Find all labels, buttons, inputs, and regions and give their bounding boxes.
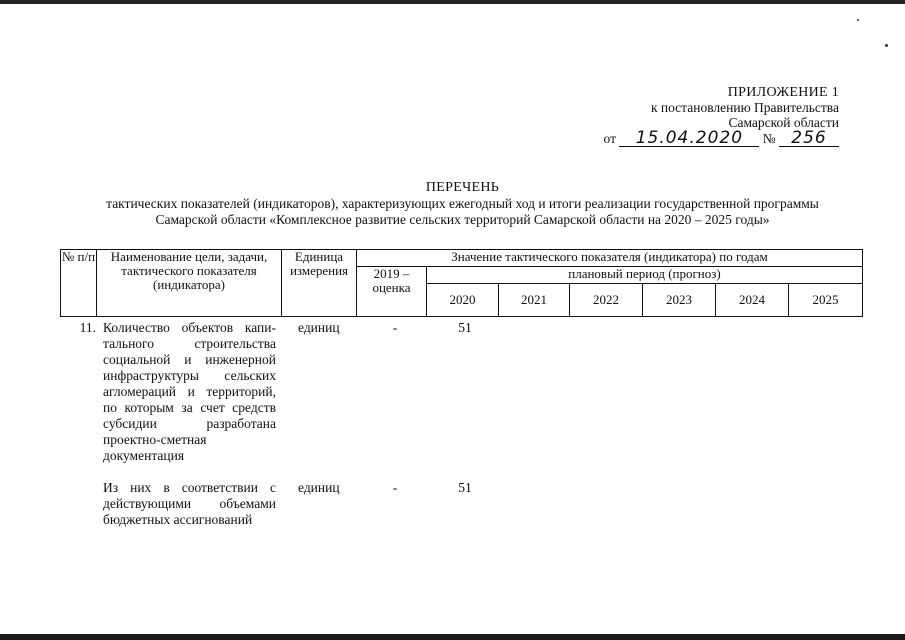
scan-border-top — [0, 0, 905, 4]
scan-border-bottom — [0, 634, 905, 640]
handwritten-date: 15.04.2020 — [619, 131, 759, 147]
header-plan-period: плановый период (прогноз) — [427, 267, 863, 284]
header-year: 2025 — [789, 284, 863, 317]
handwritten-number: 256 — [779, 131, 839, 147]
header-year: 2020 — [427, 284, 499, 317]
appendix-signature-line — [603, 128, 840, 148]
scan-speck — [857, 19, 859, 21]
header-estimate-2019: 2019 – оценка — [357, 267, 427, 317]
appendix-line1: к постановлению Правительства — [650, 100, 839, 115]
row-estimate-2019: - — [392, 480, 398, 495]
row-value-2020: 51 — [458, 320, 472, 335]
from-label: от — [603, 131, 616, 146]
row-estimate-2019: - — [392, 320, 398, 335]
indicators-table-header — [60, 249, 863, 317]
row-unit: единиц — [298, 480, 340, 495]
header-values: Значение тактического показателя (индикатора) по годам — [357, 250, 863, 267]
header-unit: Единица измерения — [282, 250, 357, 317]
header-year: 2023 — [643, 284, 716, 317]
header-name: Наименование цели, задачи, тактического показателя (индикатора) — [97, 250, 282, 317]
header-year: 2022 — [570, 284, 643, 317]
row-value-2020: 51 — [458, 480, 472, 495]
scan-speck — [885, 44, 888, 47]
table-body — [60, 320, 865, 540]
document-heading — [60, 180, 865, 228]
row-number: 11. — [79, 320, 96, 335]
appendix-block — [604, 85, 840, 147]
header-num: № п/п — [61, 250, 97, 317]
heading-title: ПЕРЕЧЕНЬ — [425, 180, 500, 195]
appendix-title: ПРИЛОЖЕНИЕ 1 — [727, 85, 839, 100]
table-row — [60, 320, 865, 480]
heading-line1: тактических показателей (индикаторов), характеризующих ежегодный ход и итоги реализации государственной программы — [106, 196, 819, 211]
row-unit: единиц — [298, 320, 340, 335]
row-indicator-name: Из них в соответствии с действующими объемами бюджетных ассигнований — [103, 480, 276, 527]
table-row — [60, 480, 865, 540]
number-label: № — [762, 131, 776, 146]
appendix-line2: Самарской области — [728, 115, 839, 130]
header-year: 2021 — [499, 284, 570, 317]
header-year: 2024 — [716, 284, 789, 317]
row-indicator-name: Количество объектов капитального строительства социальной и инженерной инфраструктуры сельских агломераций и территорий, по которым за счет средств субсидии разработана проектно-сметная документация — [103, 320, 276, 463]
heading-line2: Самарской области «Комплексное развитие сельских территорий Самарской области на 2020 – 2025 годы» — [155, 212, 770, 227]
